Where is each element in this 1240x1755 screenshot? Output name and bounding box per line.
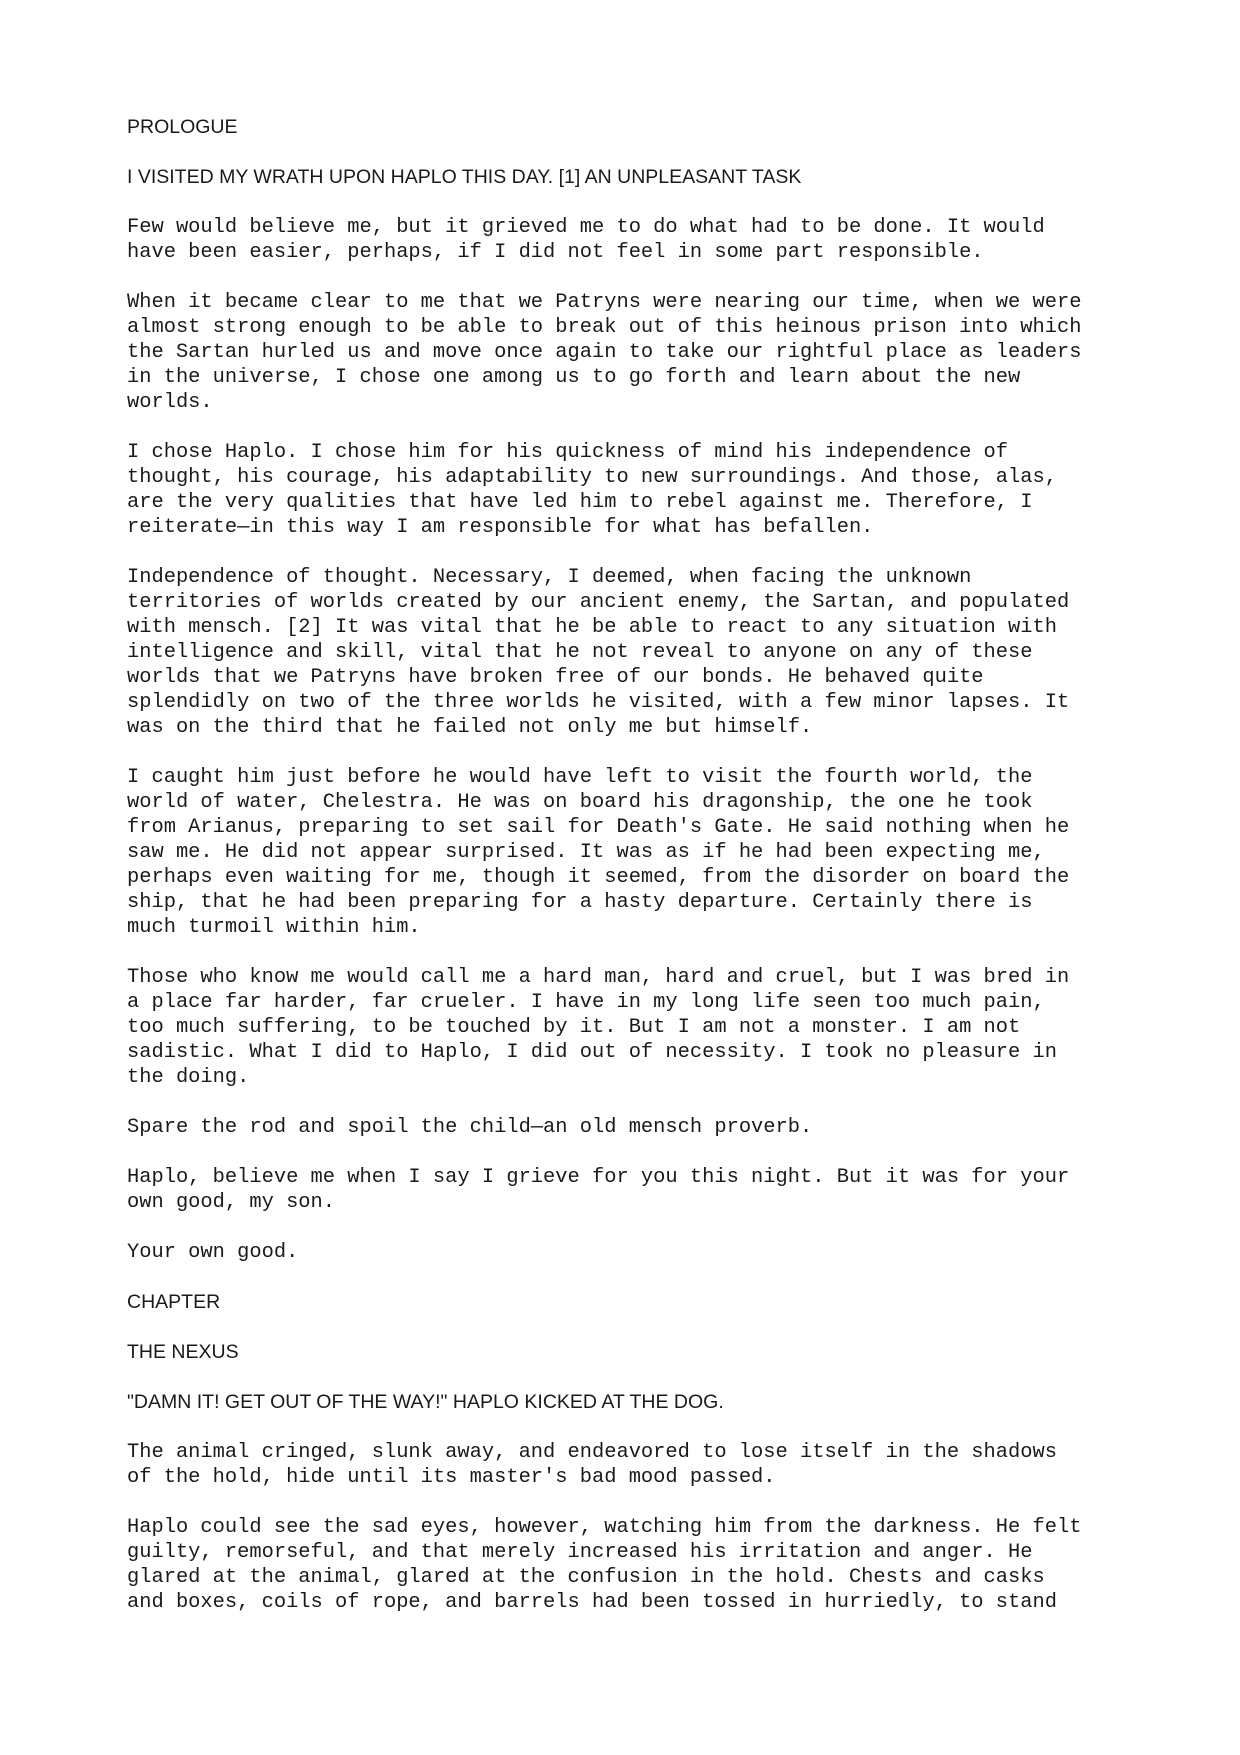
paragraph — [127, 965, 1127, 1090]
heading-text: I VISITED MY WRATH UPON HAPLO THIS DAY. [1] AN UNPLEASANT TASK — [127, 166, 802, 188]
text-line: much turmoil within him. — [127, 916, 421, 939]
paragraph — [127, 1240, 1127, 1265]
section-heading — [127, 115, 1127, 140]
paragraph — [127, 1165, 1127, 1215]
text-line: I caught him just before he would have left to visit the fourth world, the — [127, 766, 1033, 789]
section-heading — [127, 1340, 1127, 1365]
document-page — [127, 115, 1127, 1640]
text-line: too much suffering, to be touched by it. But I am not a monster. I am not — [127, 1016, 1021, 1039]
text-line: Those who know me would call me a hard man, hard and cruel, but I was bred in — [127, 966, 1070, 989]
text-line: of the hold, hide until its master's bad mood passed. — [127, 1466, 776, 1489]
text-line: and boxes, coils of rope, and barrels had been tossed in hurriedly, to stand — [127, 1591, 1057, 1614]
text-line: with mensch. [2] It was vital that he be able to react to any situation with — [127, 616, 1057, 639]
text-line: Haplo, believe me when I say I grieve for you this night. But it was for your — [127, 1166, 1070, 1189]
text-line: splendidly on two of the three worlds he visited, with a few minor lapses. It — [127, 691, 1070, 714]
heading-text: PROLOGUE — [127, 116, 238, 138]
text-line: the doing. — [127, 1066, 250, 1089]
text-line: world of water, Chelestra. He was on board his dragonship, the one he took — [127, 791, 1033, 814]
text-line: intelligence and skill, vital that he not reveal to anyone on any of these — [127, 641, 1033, 664]
paragraph — [127, 565, 1127, 740]
paragraph — [127, 1115, 1127, 1140]
text-line: are the very qualities that have led him to rebel against me. Therefore, I — [127, 491, 1033, 514]
paragraph — [127, 290, 1127, 415]
text-line: Independence of thought. Necessary, I deemed, when facing the unknown — [127, 566, 972, 589]
text-line: a place far harder, far crueler. I have in my long life seen too much pain, — [127, 991, 1045, 1014]
text-line: thought, his courage, his adaptability to new surroundings. And those, alas, — [127, 466, 1057, 489]
text-line: in the universe, I chose one among us to go forth and learn about the new — [127, 366, 1021, 389]
text-line: saw me. He did not appear surprised. It was as if he had been expecting me, — [127, 841, 1045, 864]
heading-text: "DAMN IT! GET OUT OF THE WAY!" HAPLO KICKED AT THE DOG. — [127, 1391, 724, 1413]
paragraph — [127, 215, 1127, 265]
text-line: When it became clear to me that we Patryns were nearing our time, when we were — [127, 291, 1082, 314]
text-line: The animal cringed, slunk away, and endeavored to lose itself in the shadows — [127, 1441, 1057, 1464]
text-line: have been easier, perhaps, if I did not feel in some part responsible. — [127, 241, 984, 264]
text-line: own good, my son. — [127, 1191, 336, 1214]
text-line: guilty, remorseful, and that merely increased his irritation and anger. He — [127, 1541, 1033, 1564]
section-heading — [127, 1390, 1127, 1415]
text-line: Few would believe me, but it grieved me to do what had to be done. It would — [127, 216, 1045, 239]
text-line: reiterate—in this way I am responsible for what has befallen. — [127, 516, 874, 539]
paragraph — [127, 765, 1127, 940]
text-line: worlds. — [127, 391, 213, 414]
text-line: territories of worlds created by our ancient enemy, the Sartan, and populated — [127, 591, 1070, 614]
text-line: I chose Haplo. I chose him for his quickness of mind his independence of — [127, 441, 1009, 464]
paragraph — [127, 1515, 1127, 1615]
text-line: Haplo could see the sad eyes, however, watching him from the darkness. He felt — [127, 1516, 1082, 1539]
text-line: glared at the animal, glared at the confusion in the hold. Chests and casks — [127, 1566, 1045, 1589]
text-line: was on the third that he failed not only me but himself. — [127, 716, 813, 739]
section-heading — [127, 1290, 1127, 1315]
text-line: almost strong enough to be able to break out of this heinous prison into which — [127, 316, 1082, 339]
text-line: Your own good. — [127, 1241, 299, 1264]
text-line: ship, that he had been preparing for a hasty departure. Certainly there is — [127, 891, 1033, 914]
paragraph — [127, 1440, 1127, 1490]
text-line: Spare the rod and spoil the child—an old mensch proverb. — [127, 1116, 813, 1139]
text-line: the Sartan hurled us and move once again to take our rightful place as leaders — [127, 341, 1082, 364]
text-line: worlds that we Patryns have broken free of our bonds. He behaved quite — [127, 666, 984, 689]
paragraph — [127, 440, 1127, 540]
text-line: from Arianus, preparing to set sail for Death's Gate. He said nothing when he — [127, 816, 1070, 839]
heading-text: THE NEXUS — [127, 1341, 239, 1363]
text-line: perhaps even waiting for me, though it seemed, from the disorder on board the — [127, 866, 1070, 889]
text-line: sadistic. What I did to Haplo, I did out of necessity. I took no pleasure in — [127, 1041, 1057, 1064]
heading-text: CHAPTER — [127, 1291, 221, 1313]
section-heading — [127, 165, 1127, 190]
